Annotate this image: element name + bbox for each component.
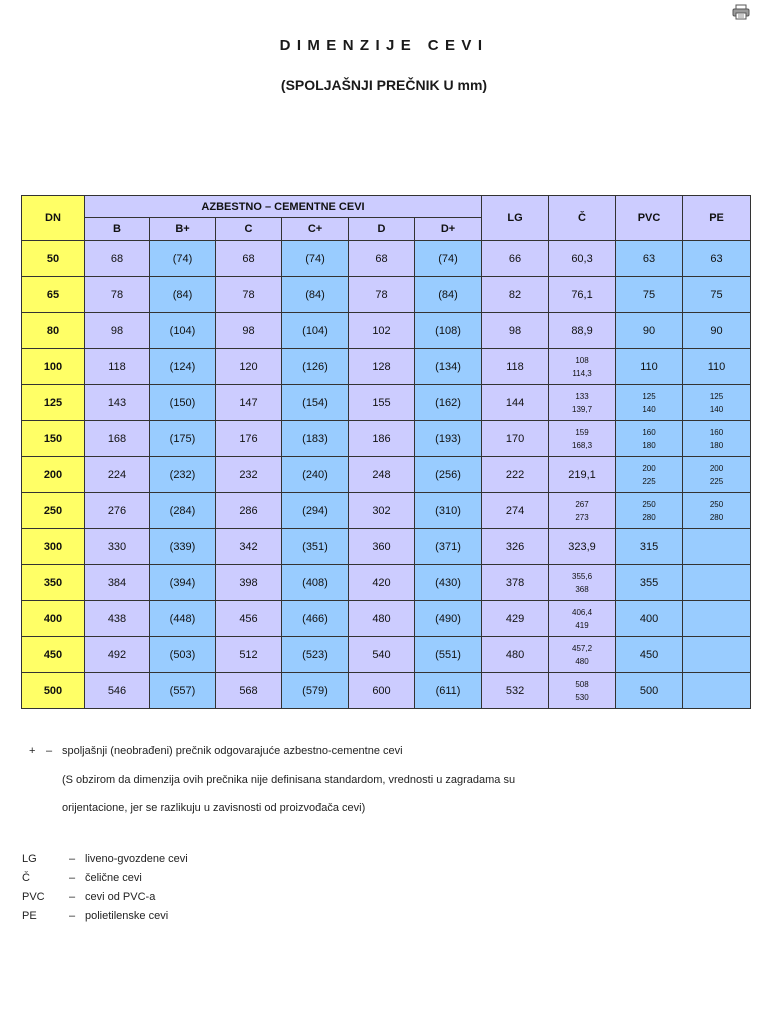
note-line-1: spoljašnji (neobrađeni) prečnik odgovarajuće azbestno-cementne cevi (62, 745, 403, 757)
d-plus-cell: (162) (415, 385, 482, 421)
c-cell-value: 114,3 (572, 368, 592, 378)
dn-cell: 450 (22, 637, 85, 673)
b-cell: 118 (85, 349, 150, 385)
d-cell: 68 (349, 241, 415, 277)
d-cell: 248 (349, 457, 415, 493)
d-cell: 420 (349, 565, 415, 601)
pvc-cell-value: 200 (642, 463, 656, 473)
dn-cell: 350 (22, 565, 85, 601)
pe-cell-value: 180 (709, 440, 724, 450)
c-cell-value: 139,7 (572, 404, 593, 414)
pvc-header: PVC (616, 196, 683, 241)
pvc-cell-value: 160 (642, 427, 656, 437)
table-row (22, 493, 751, 529)
c-plus-cell: (154) (282, 385, 349, 421)
pvc-cell: 110 (616, 349, 683, 385)
c-class-header: C (216, 218, 282, 241)
b-plus-cell: (150) (150, 385, 216, 421)
table-row (22, 349, 751, 385)
c-cell (549, 565, 616, 601)
c-class-cell: 286 (216, 493, 282, 529)
asbestos-cement-group-header: AZBESTNO – CEMENTNE CEVI (85, 196, 482, 218)
c-cell-value: 457,2 (572, 643, 593, 653)
c-plus-cell: (351) (282, 529, 349, 565)
c-plus-cell: (84) (282, 277, 349, 313)
c-plus-cell: (466) (282, 601, 349, 637)
legend-dash: – (69, 891, 76, 903)
b-plus-cell: (175) (150, 421, 216, 457)
lg-cell: 144 (482, 385, 549, 421)
b-cell: 98 (85, 313, 150, 349)
table-row (22, 241, 751, 277)
c-cell (549, 349, 616, 385)
c-cell-value: 406,4 (572, 607, 593, 617)
dn-cell: 50 (22, 241, 85, 277)
c-cell (549, 493, 616, 529)
legend-desc: polietilenske cevi (85, 910, 169, 922)
c-cell-value: 480 (575, 656, 589, 666)
c-cell-value: 108 (575, 355, 589, 365)
c-class-cell: 398 (216, 565, 282, 601)
c-plus-cell: (126) (282, 349, 349, 385)
c-cell (549, 637, 616, 673)
c-cell-value: 133 (575, 391, 589, 401)
d-cell: 600 (349, 673, 415, 709)
pe-cell: 90 (683, 313, 751, 349)
b-cell: 330 (85, 529, 150, 565)
table-row (22, 421, 751, 457)
dn-cell: 250 (22, 493, 85, 529)
note-line-2: (S obzirom da dimenzija ovih prečnika nije definisana standardom, vrednosti u zagradama su (62, 774, 516, 786)
c-cell: 76,1 (549, 277, 616, 313)
c-cell-value: 355,6 (572, 571, 593, 581)
c-class-cell: 232 (216, 457, 282, 493)
pe-cell (683, 421, 751, 457)
note-line-3: orijentacione, jer se razlikuju u zavisnosti od proizvođača cevi) (62, 802, 366, 814)
c-class-cell: 68 (216, 241, 282, 277)
d-plus-cell: (256) (415, 457, 482, 493)
lg-cell: 274 (482, 493, 549, 529)
dn-cell: 150 (22, 421, 85, 457)
pe-cell (683, 601, 751, 637)
lg-cell: 222 (482, 457, 549, 493)
pvc-cell: 400 (616, 601, 683, 637)
dn-cell: 65 (22, 277, 85, 313)
c-header: Č (549, 196, 616, 241)
dn-cell: 80 (22, 313, 85, 349)
note-dash: – (46, 745, 53, 757)
legend-abbr: PVC (22, 891, 45, 903)
c-plus-cell: (523) (282, 637, 349, 673)
legend-abbr: PE (22, 910, 37, 922)
d-plus-header: D+ (415, 218, 482, 241)
b-plus-cell: (448) (150, 601, 216, 637)
pe-cell (683, 457, 751, 493)
dn-cell: 400 (22, 601, 85, 637)
d-cell: 102 (349, 313, 415, 349)
pvc-cell: 63 (616, 241, 683, 277)
page-subtitle: (SPOLJAŠNJI PREČNIK U mm) (280, 77, 488, 93)
pe-cell (683, 385, 751, 421)
pvc-cell-value: 180 (642, 440, 656, 450)
lg-cell: 326 (482, 529, 549, 565)
table-body (22, 241, 751, 709)
c-cell: 60,3 (549, 241, 616, 277)
c-class-cell: 512 (216, 637, 282, 673)
d-cell: 480 (349, 601, 415, 637)
legend-desc: čelične cevi (85, 872, 142, 884)
d-plus-cell: (611) (415, 673, 482, 709)
d-cell: 78 (349, 277, 415, 313)
c-cell-value: 159 (575, 427, 589, 437)
c-cell (549, 385, 616, 421)
pe-cell: 75 (683, 277, 751, 313)
pe-cell-value: 280 (709, 512, 724, 522)
d-cell: 128 (349, 349, 415, 385)
c-class-cell: 120 (216, 349, 282, 385)
d-header: D (349, 218, 415, 241)
pvc-cell (616, 457, 683, 493)
c-cell-value: 419 (575, 620, 589, 630)
pvc-cell-value: 140 (642, 404, 656, 414)
pe-cell: 63 (683, 241, 751, 277)
d-plus-cell: (108) (415, 313, 482, 349)
pe-cell (683, 493, 751, 529)
c-plus-cell: (74) (282, 241, 349, 277)
print-button[interactable] (732, 4, 750, 20)
c-cell-value: 368 (575, 584, 589, 594)
dn-header: DN (22, 196, 85, 241)
printer-icon (732, 4, 750, 20)
header-row-group (22, 196, 751, 218)
d-cell: 540 (349, 637, 415, 673)
c-class-cell: 176 (216, 421, 282, 457)
d-plus-cell: (551) (415, 637, 482, 673)
d-plus-cell: (490) (415, 601, 482, 637)
d-cell: 186 (349, 421, 415, 457)
b-cell: 224 (85, 457, 150, 493)
dn-cell: 100 (22, 349, 85, 385)
b-plus-cell: (232) (150, 457, 216, 493)
table-row (22, 313, 751, 349)
pe-cell-value: 160 (709, 427, 724, 437)
b-cell: 168 (85, 421, 150, 457)
b-plus-cell: (557) (150, 673, 216, 709)
pe-cell: 110 (683, 349, 751, 385)
b-plus-cell: (503) (150, 637, 216, 673)
table-row (22, 673, 751, 709)
pe-cell-value: 250 (709, 499, 724, 509)
legend-desc: cevi od PVC-a (85, 891, 156, 903)
pvc-cell: 75 (616, 277, 683, 313)
lg-cell: 480 (482, 637, 549, 673)
c-cell: 323,9 (549, 529, 616, 565)
pvc-cell-value: 280 (642, 512, 656, 522)
b-plus-cell: (284) (150, 493, 216, 529)
pe-header: PE (683, 196, 751, 241)
c-class-cell: 456 (216, 601, 282, 637)
pvc-cell-value: 125 (642, 391, 656, 401)
lg-cell: 82 (482, 277, 549, 313)
pvc-cell: 355 (616, 565, 683, 601)
b-cell: 276 (85, 493, 150, 529)
c-plus-header: C+ (282, 218, 349, 241)
pe-cell-value: 140 (709, 404, 724, 414)
c-class-cell: 342 (216, 529, 282, 565)
b-plus-header: B+ (150, 218, 216, 241)
b-cell: 143 (85, 385, 150, 421)
pe-cell (683, 565, 751, 601)
pvc-cell-value: 225 (642, 476, 656, 486)
dn-cell: 300 (22, 529, 85, 565)
dn-cell: 200 (22, 457, 85, 493)
legend-abbr: LG (22, 853, 37, 865)
b-cell: 438 (85, 601, 150, 637)
b-plus-cell: (124) (150, 349, 216, 385)
lg-cell: 170 (482, 421, 549, 457)
pvc-cell: 450 (616, 637, 683, 673)
d-plus-cell: (134) (415, 349, 482, 385)
d-cell: 360 (349, 529, 415, 565)
pvc-cell: 90 (616, 313, 683, 349)
d-plus-cell: (74) (415, 241, 482, 277)
pvc-cell (616, 493, 683, 529)
d-plus-cell: (371) (415, 529, 482, 565)
c-cell: 219,1 (549, 457, 616, 493)
lg-cell: 429 (482, 601, 549, 637)
c-class-cell: 147 (216, 385, 282, 421)
b-plus-cell: (74) (150, 241, 216, 277)
b-cell: 384 (85, 565, 150, 601)
b-plus-cell: (394) (150, 565, 216, 601)
b-cell: 546 (85, 673, 150, 709)
d-plus-cell: (193) (415, 421, 482, 457)
c-class-cell: 78 (216, 277, 282, 313)
c-plus-cell: (240) (282, 457, 349, 493)
c-plus-cell: (408) (282, 565, 349, 601)
c-cell: 88,9 (549, 313, 616, 349)
pe-cell (683, 529, 751, 565)
c-class-cell: 98 (216, 313, 282, 349)
c-plus-cell: (579) (282, 673, 349, 709)
d-plus-cell: (430) (415, 565, 482, 601)
dn-cell: 125 (22, 385, 85, 421)
d-plus-cell: (310) (415, 493, 482, 529)
pvc-cell-value: 250 (642, 499, 656, 509)
b-plus-cell: (339) (150, 529, 216, 565)
table-row (22, 385, 751, 421)
pe-cell (683, 637, 751, 673)
legend-dash: – (69, 910, 76, 922)
c-cell (549, 601, 616, 637)
c-cell-value: 530 (575, 692, 589, 702)
table-row (22, 637, 751, 673)
c-plus-cell: (183) (282, 421, 349, 457)
c-plus-cell: (104) (282, 313, 349, 349)
legend-desc: liveno-gvozdene cevi (85, 853, 188, 865)
c-cell-value: 267 (575, 499, 589, 509)
d-plus-cell: (84) (415, 277, 482, 313)
lg-header: LG (482, 196, 549, 241)
pipe-dimensions-table (21, 195, 751, 709)
page-title: DIMENZIJE CEVI (279, 37, 489, 54)
table-row (22, 277, 751, 313)
c-cell-value: 168,3 (572, 440, 593, 450)
b-cell: 78 (85, 277, 150, 313)
c-class-cell: 568 (216, 673, 282, 709)
pe-cell-value: 225 (709, 476, 724, 486)
pvc-cell (616, 421, 683, 457)
lg-cell: 378 (482, 565, 549, 601)
b-cell: 68 (85, 241, 150, 277)
pvc-cell: 315 (616, 529, 683, 565)
c-cell-value: 508 (575, 679, 589, 689)
table-row (22, 565, 751, 601)
lg-cell: 532 (482, 673, 549, 709)
table-row (22, 529, 751, 565)
pe-cell-value: 200 (709, 463, 724, 473)
pvc-cell: 500 (616, 673, 683, 709)
lg-cell: 118 (482, 349, 549, 385)
plus-symbol: + (29, 745, 36, 757)
lg-cell: 66 (482, 241, 549, 277)
legend-dash: – (69, 872, 76, 884)
d-cell: 155 (349, 385, 415, 421)
pe-cell-value: 125 (709, 391, 724, 401)
b-cell: 492 (85, 637, 150, 673)
table-row (22, 457, 751, 493)
c-cell (549, 673, 616, 709)
b-plus-cell: (84) (150, 277, 216, 313)
b-header: B (85, 218, 150, 241)
table-row (22, 601, 751, 637)
pvc-cell (616, 385, 683, 421)
lg-cell: 98 (482, 313, 549, 349)
dn-cell: 500 (22, 673, 85, 709)
c-cell (549, 421, 616, 457)
c-cell-value: 273 (575, 512, 589, 522)
pe-cell (683, 673, 751, 709)
legend-dash: – (69, 853, 76, 865)
b-plus-cell: (104) (150, 313, 216, 349)
d-cell: 302 (349, 493, 415, 529)
c-plus-cell: (294) (282, 493, 349, 529)
legend-abbr: Č (22, 872, 30, 884)
